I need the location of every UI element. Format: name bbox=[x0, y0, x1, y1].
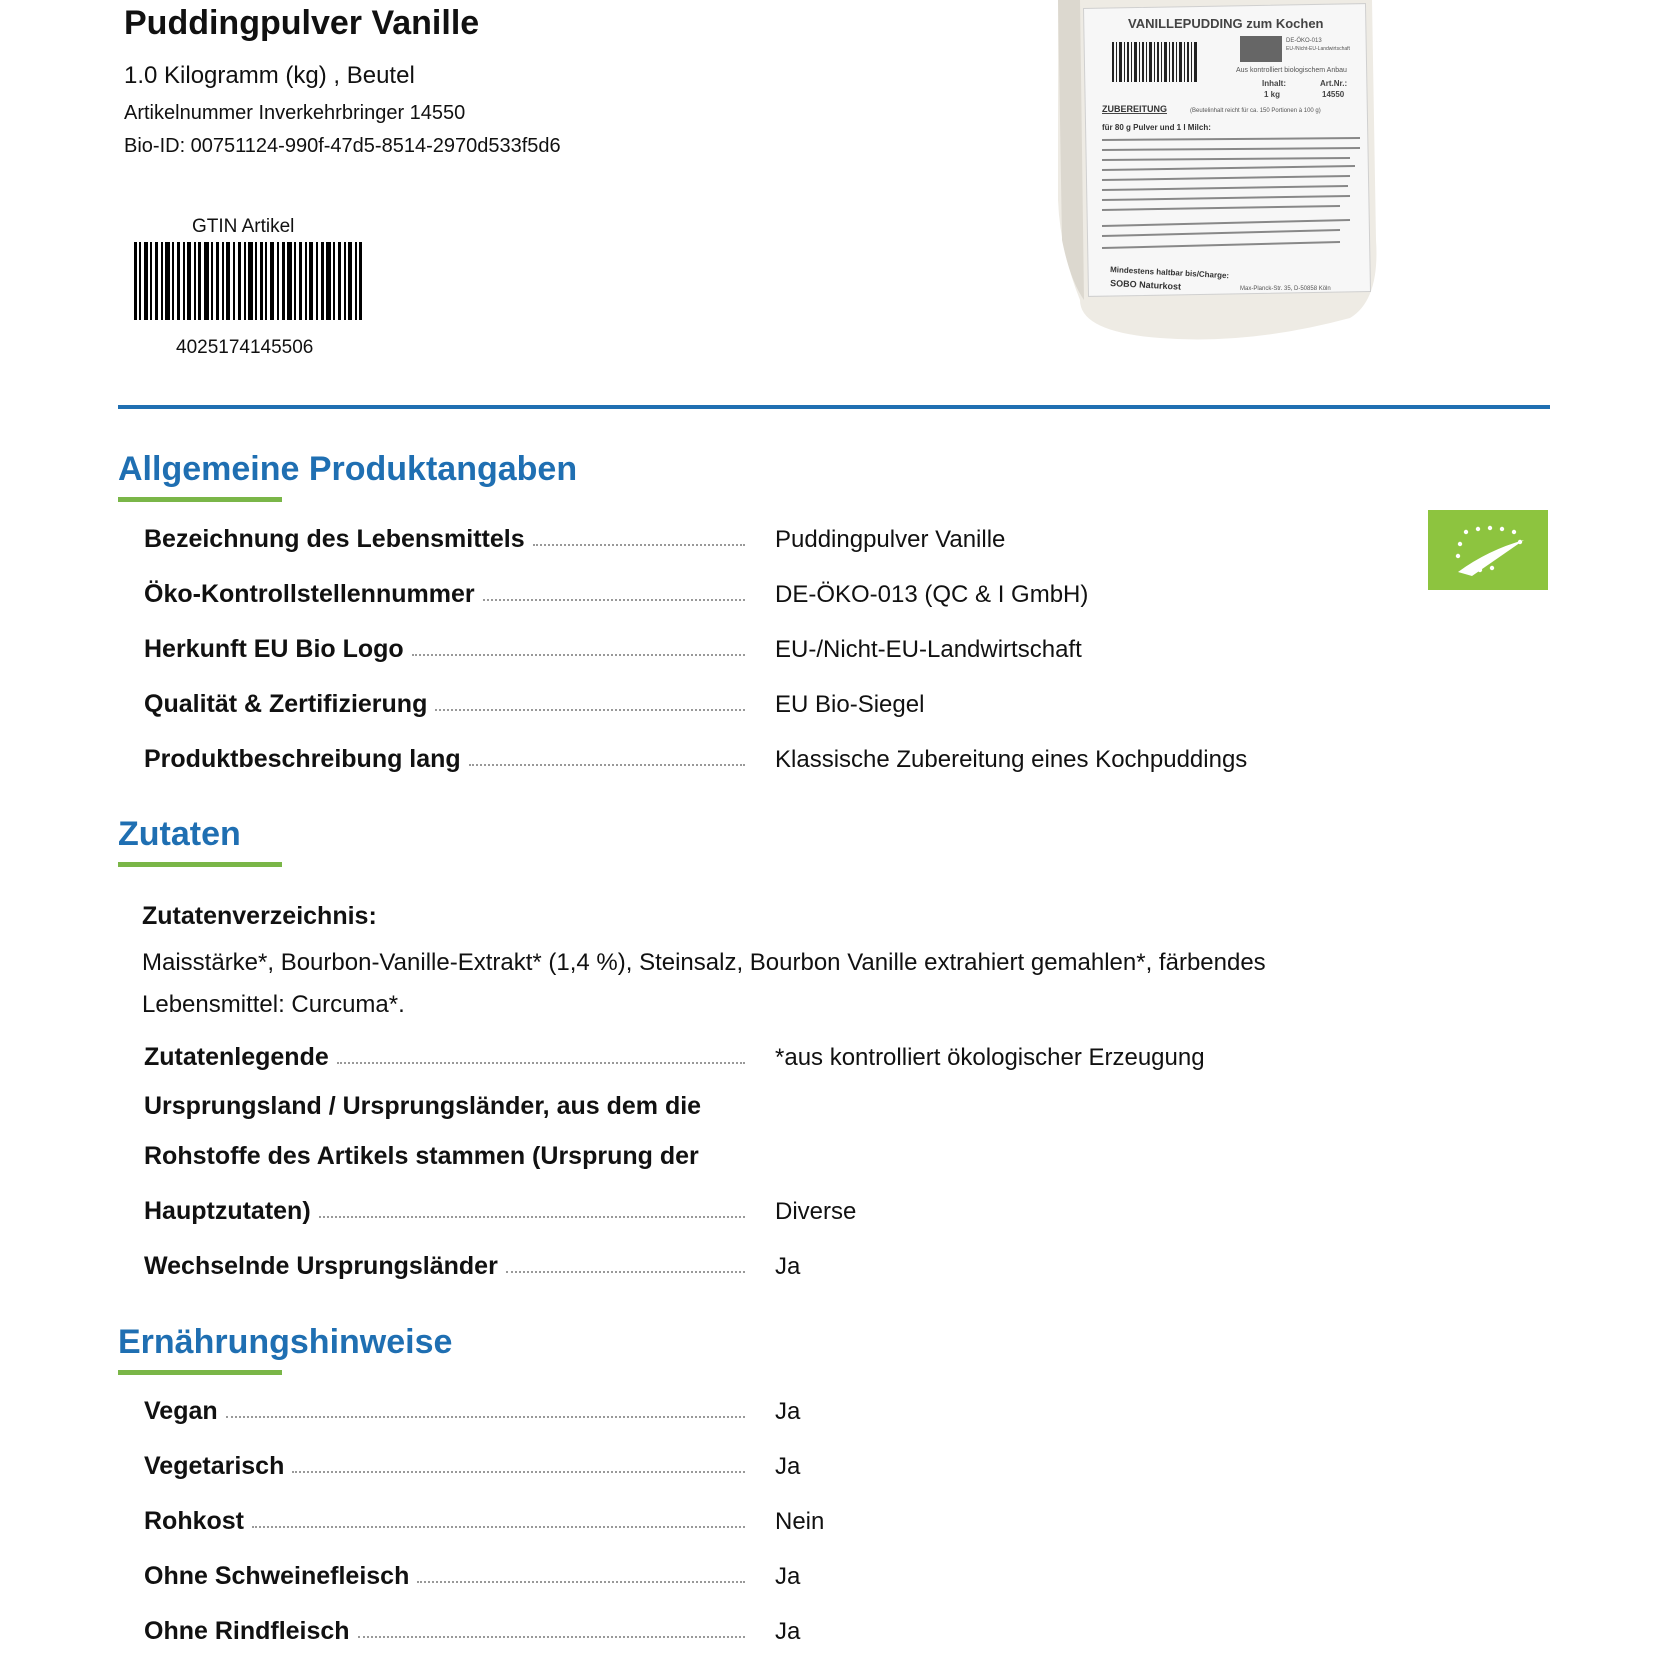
svg-text:14550: 14550 bbox=[1322, 90, 1345, 99]
pkg-heading: VANILLEPUDDING zum Kochen bbox=[1128, 16, 1324, 31]
product-quantity: 1.0 Kilogramm (kg) , Beutel bbox=[124, 62, 415, 89]
dot-leader bbox=[252, 1526, 745, 1528]
dot-leader bbox=[483, 599, 745, 601]
row-label: Vegetarisch bbox=[144, 1452, 285, 1480]
info-row bbox=[144, 1190, 1344, 1226]
dot-leader bbox=[412, 654, 745, 656]
info-row bbox=[144, 738, 1344, 774]
row-value: EU Bio-Siegel bbox=[775, 691, 925, 718]
dot-leader bbox=[469, 764, 745, 766]
article-number: Artikelnummer Inverkehrbringer 14550 bbox=[124, 102, 466, 124]
info-row bbox=[144, 1445, 1344, 1481]
info-row bbox=[144, 1245, 1344, 1281]
dot-leader bbox=[358, 1636, 745, 1638]
svg-text:ZUBEREITUNG: ZUBEREITUNG bbox=[1102, 104, 1167, 114]
row-label: Wechselnde Ursprungsländer bbox=[144, 1252, 498, 1280]
dot-leader bbox=[319, 1216, 745, 1218]
svg-text:Art.Nr.:: Art.Nr.: bbox=[1320, 79, 1348, 88]
row-label: Vegan bbox=[144, 1397, 218, 1425]
info-row bbox=[144, 1610, 1344, 1646]
eu-organic-logo bbox=[1428, 510, 1548, 590]
dot-leader bbox=[337, 1062, 745, 1064]
header-divider bbox=[118, 405, 1550, 409]
info-row bbox=[144, 1500, 1344, 1536]
svg-text:(Beutelinhalt reicht für ca. 1: (Beutelinhalt reicht für ca. 150 Portionen à 100 g) bbox=[1190, 108, 1321, 114]
row-value: Nein bbox=[775, 1508, 825, 1535]
svg-text:Max-Planck-Str. 35, D-50858 Kö: Max-Planck-Str. 35, D-50858 Köln bbox=[1240, 286, 1331, 292]
row-label: Rohkost bbox=[144, 1507, 244, 1535]
info-row bbox=[144, 1390, 1344, 1426]
row-label: Bezeichnung des Lebensmittels bbox=[144, 525, 525, 553]
svg-text:Mindestens haltbar bis/Charge:: Mindestens haltbar bis/Charge: bbox=[1109, 265, 1230, 281]
info-row bbox=[144, 573, 1344, 609]
info-row bbox=[144, 518, 1344, 554]
svg-text:DE-ÖKO-013: DE-ÖKO-013 bbox=[1286, 38, 1322, 44]
gtin-number: 4025174145506 bbox=[176, 337, 314, 358]
section-underline bbox=[118, 1370, 282, 1375]
ingredients-heading: Zutatenverzeichnis: bbox=[142, 902, 377, 930]
row-label: Hauptzutaten) bbox=[144, 1197, 311, 1225]
svg-text:1 kg: 1 kg bbox=[1264, 90, 1281, 99]
info-row bbox=[144, 683, 1344, 719]
section-underline bbox=[118, 862, 282, 867]
dot-leader bbox=[533, 544, 745, 546]
product-package-image bbox=[1050, 0, 1380, 345]
row-label: Ohne Rindfleisch bbox=[144, 1617, 350, 1645]
row-value: Puddingpulver Vanille bbox=[775, 526, 1006, 553]
row-value: Ja bbox=[775, 1253, 801, 1280]
row-value: Klassische Zubereitung eines Kochpuddings bbox=[775, 746, 1248, 773]
info-row bbox=[144, 1555, 1344, 1591]
row-label: Herkunft EU Bio Logo bbox=[144, 635, 404, 663]
info-row bbox=[144, 628, 1344, 664]
origin-label-line: Rohstoffe des Artikels stammen (Ursprung der bbox=[144, 1142, 699, 1170]
row-value: Ja bbox=[775, 1618, 801, 1645]
dot-leader bbox=[435, 709, 745, 711]
section-title-general: Allgemeine Produktangaben bbox=[118, 450, 578, 488]
dot-leader bbox=[417, 1581, 745, 1583]
dot-leader bbox=[292, 1471, 745, 1473]
row-label: Produktbeschreibung lang bbox=[144, 745, 461, 773]
row-value: DE-ÖKO-013 (QC & I GmbH) bbox=[775, 581, 1089, 608]
svg-text:Inhalt:: Inhalt: bbox=[1262, 79, 1286, 88]
row-value: Ja bbox=[775, 1398, 801, 1425]
svg-text:EU-/Nicht-EU-Landwirtschaft: EU-/Nicht-EU-Landwirtschaft bbox=[1286, 46, 1350, 52]
svg-text:SOBO Naturkost: SOBO Naturkost bbox=[1109, 278, 1182, 292]
row-value: Diverse bbox=[775, 1198, 857, 1225]
origin-label-line: Ursprungsland / Ursprungsländer, aus dem die bbox=[144, 1092, 702, 1120]
row-label: Ohne Schweinefleisch bbox=[144, 1562, 410, 1590]
svg-text:für 80 g Pulver und 1 l Milch:: für 80 g Pulver und 1 l Milch: bbox=[1102, 123, 1211, 132]
row-value: EU-/Nicht-EU-Landwirtschaft bbox=[775, 636, 1082, 663]
row-label: Öko-Kontrollstellennummer bbox=[144, 580, 475, 608]
section-title-ingredients: Zutaten bbox=[118, 815, 241, 853]
dot-leader bbox=[226, 1416, 745, 1418]
ingredients-list: Maisstärke*, Bourbon-Vanille-Extrakt* (1,4 %), Steinsalz, Bourbon Vanille extrahiert gemahlen*, färbendes Lebensmittel: Curcuma*. bbox=[142, 949, 1266, 1018]
gtin-label: GTIN Artikel bbox=[192, 216, 295, 237]
row-value: *aus kontrolliert ökologischer Erzeugung bbox=[775, 1044, 1205, 1071]
product-title: Puddingpulver Vanille bbox=[124, 4, 480, 42]
row-value: Ja bbox=[775, 1453, 801, 1480]
info-row bbox=[144, 1036, 1344, 1072]
dot-leader bbox=[506, 1271, 745, 1273]
barcode-image bbox=[134, 242, 362, 320]
bio-id: Bio-ID: 00751124-990f-47d5-8514-2970d533f5d6 bbox=[124, 135, 561, 157]
row-label: Zutatenlegende bbox=[144, 1043, 329, 1071]
row-label: Qualität & Zertifizierung bbox=[144, 690, 428, 718]
svg-text:Aus kontrolliert biologischem: Aus kontrolliert biologischem Anbau bbox=[1236, 67, 1347, 74]
section-underline bbox=[118, 497, 282, 502]
row-value: Ja bbox=[775, 1563, 801, 1590]
section-title-nutrition: Ernährungshinweise bbox=[118, 1323, 453, 1361]
